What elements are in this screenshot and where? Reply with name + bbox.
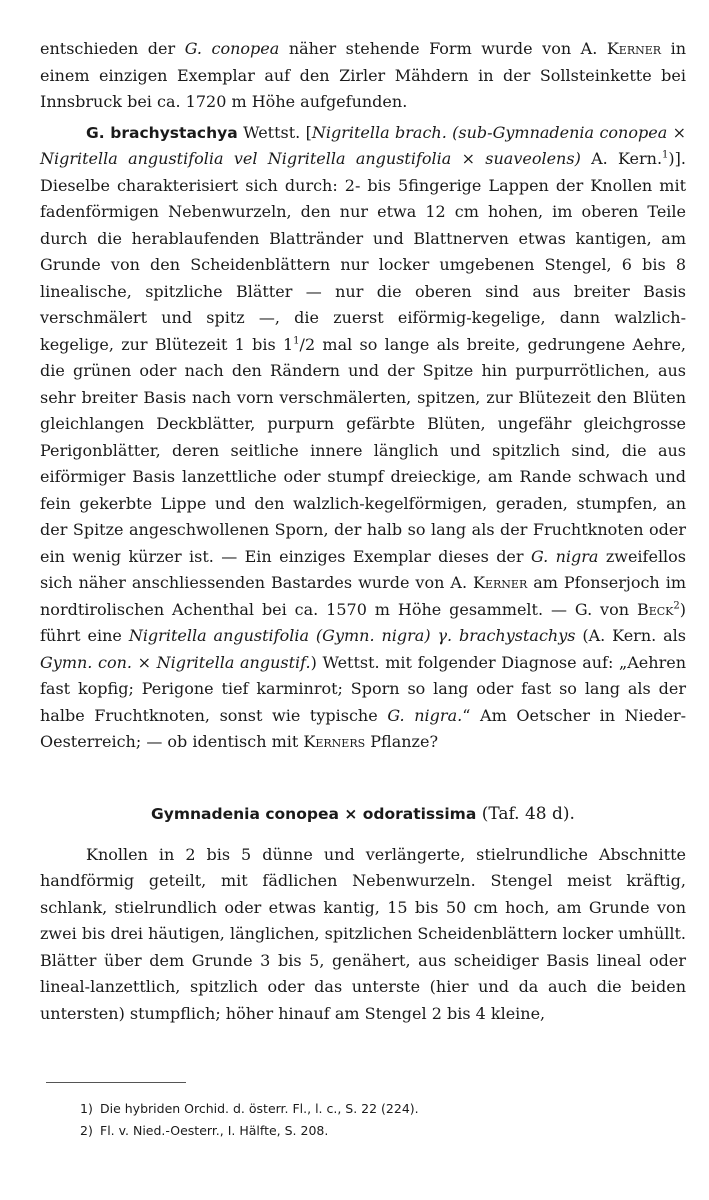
text-run: näher stehende Form wurde von A.	[279, 39, 607, 58]
section-heading	[40, 802, 686, 826]
text-run: entschieden der	[40, 39, 185, 58]
taxon-name: Gymn. con. × Nigritella angustif.	[40, 652, 311, 672]
footnote-text: Die hybriden Orchid. d. österr. Fl., l. c., S. 22 (224).	[100, 1101, 419, 1116]
text-run: ) Wettst. mit folgender Diagnose auf: „Aehren fast kopfig; Perigone tief karminrot; Sporn so lang oder fast so lang als der halbe Fruchtknoten, sonst wie typische	[40, 652, 686, 725]
synonym: Nigritella brach. (sub-Gymnadenia conopea × Nigritella angustifolia vel Nigritella angustifolia × suaveolens)	[40, 122, 687, 168]
text-run: zweifellos sich näher anschliessenden Bastardes wurde von A.	[40, 546, 687, 592]
species-entry-brachystachya	[40, 120, 686, 756]
author-name: Kerner	[473, 573, 528, 592]
taxon-name: G. conopea	[184, 39, 280, 58]
text-run: in einem einzigen Exemplar auf den Zirler Mähdern in der Sollsteinkette bei Innsbruck bei ca. 1720 m Höhe aufgefunden.	[40, 39, 686, 111]
text-run: “ Am Oetscher in Nieder-Oesterreich; — ob identisch mit	[40, 705, 686, 751]
text-run: am Pfonserjoch im nordtirolischen Achenthal bei ca. 1570 m Höhe gesammelt. — G. von	[40, 573, 687, 619]
taxon-name: G. nigra	[530, 546, 599, 566]
main-text	[40, 36, 686, 1027]
footnote-2	[80, 1120, 680, 1142]
taxon-name: Nigritella angustifolia (Gymn. nigra) γ. brachystachys	[128, 626, 576, 645]
text-run: A. Kern.	[580, 149, 663, 168]
text-run: ) führt eine	[40, 599, 686, 645]
footnote-number: 2)	[80, 1123, 93, 1138]
author-name: Beck	[636, 599, 674, 619]
text-run: mal so lange als breite, gedrungene Aehre, die grünen oder nach den Rändern und der Spitze hin purpurrötlichen, aus sehr breiter Basis nach vorn verschmälerten, spitzen, zur Blütezeit den Blüten gleichlangen Deckblätter, purpurn gefärbte Blüten, ungefähr gleichgrosse Perigonblätter, deren seitliche innere länglich und spitzlich sind, die aus eiförmiger Basis lanzettliche oder stumpf dreieckige, am Rande schwach und fein gekerbte Lippe und den walzlich-kegelförmigen, geraden, stumpfen, an der Spitze angeschwollenen Sporn, der halb so lang als der Fruchtknoten oder ein wenig kürzer ist. — Ein einziges Exemplar dieses der	[40, 334, 687, 566]
footnote-text: Fl. v. Nied.-Oesterr., I. Hälfte, S. 208.	[100, 1123, 329, 1138]
footnotes	[80, 1098, 680, 1142]
text-run: Pflanze?	[365, 732, 439, 751]
footnote-number: 1)	[80, 1101, 93, 1116]
previous-entry-tail	[40, 36, 686, 116]
text-run: (A. Kern. als	[575, 626, 687, 645]
fraction-numerator: 1	[293, 335, 300, 347]
fraction-denominator: /2	[299, 334, 316, 354]
author-name: Kerner	[606, 39, 662, 58]
plate-reference: (Taf. 48 d).	[476, 803, 575, 824]
author-name: Kerners	[303, 732, 366, 751]
taxon-name: G. nigra.	[387, 705, 463, 725]
footnote-ref-2[interactable]: 2	[673, 600, 680, 612]
species-heading: G. brachystachya	[86, 123, 238, 142]
section-title: Gymnadenia conopea × odoratissima	[151, 804, 477, 823]
text-run: )]. Dieselbe charakterisiert sich durch: 2- bis 5fingerige Lappen der Knollen mit fadenförmigen Nebenwurzeln, den nur etwa 12 cm hohen, im oberen Teile durch die herablaufenden Blattränder und Blattnerven etwas kantigen, am Grunde von den Scheidenblättern nur locker umgebenen Stengel, 6 bis 8 linealische, spitzliche Blätter — nur die oberen sind aus breiter Basis verschmälert und spitz —, die zuerst eiförmig-kegelige, dann walzlich-kegelige, zur Blütezeit 1 bis 1	[40, 149, 686, 354]
footnote-divider	[46, 1082, 186, 1083]
text-run: Wettst. [	[237, 122, 312, 142]
footnote-ref-1[interactable]: 1	[662, 149, 669, 161]
body-paragraph: Knollen in 2 bis 5 dünne und verlängerte, stielrundliche Abschnitte handförmig geteilt, mit fädlichen Nebenwurzeln. Stengel meist kräftig, schlank, stielrundlich oder etwas kantig, 15 bis 50 cm hoch, am Grunde von zwei bis drei häutigen, länglichen, spitzlichen Scheidenblättern locker umhüllt. Blätter über dem Grunde 3 bis 5, genähert, aus scheidiger Basis lineal oder lineal-lanzettlich, spitzlich oder das unterste (hier und da auch die beiden untersten) stumpflich; höher hinauf am Stengel 2 bis 4 kleine,	[40, 844, 686, 1023]
footnote-1	[80, 1098, 680, 1120]
